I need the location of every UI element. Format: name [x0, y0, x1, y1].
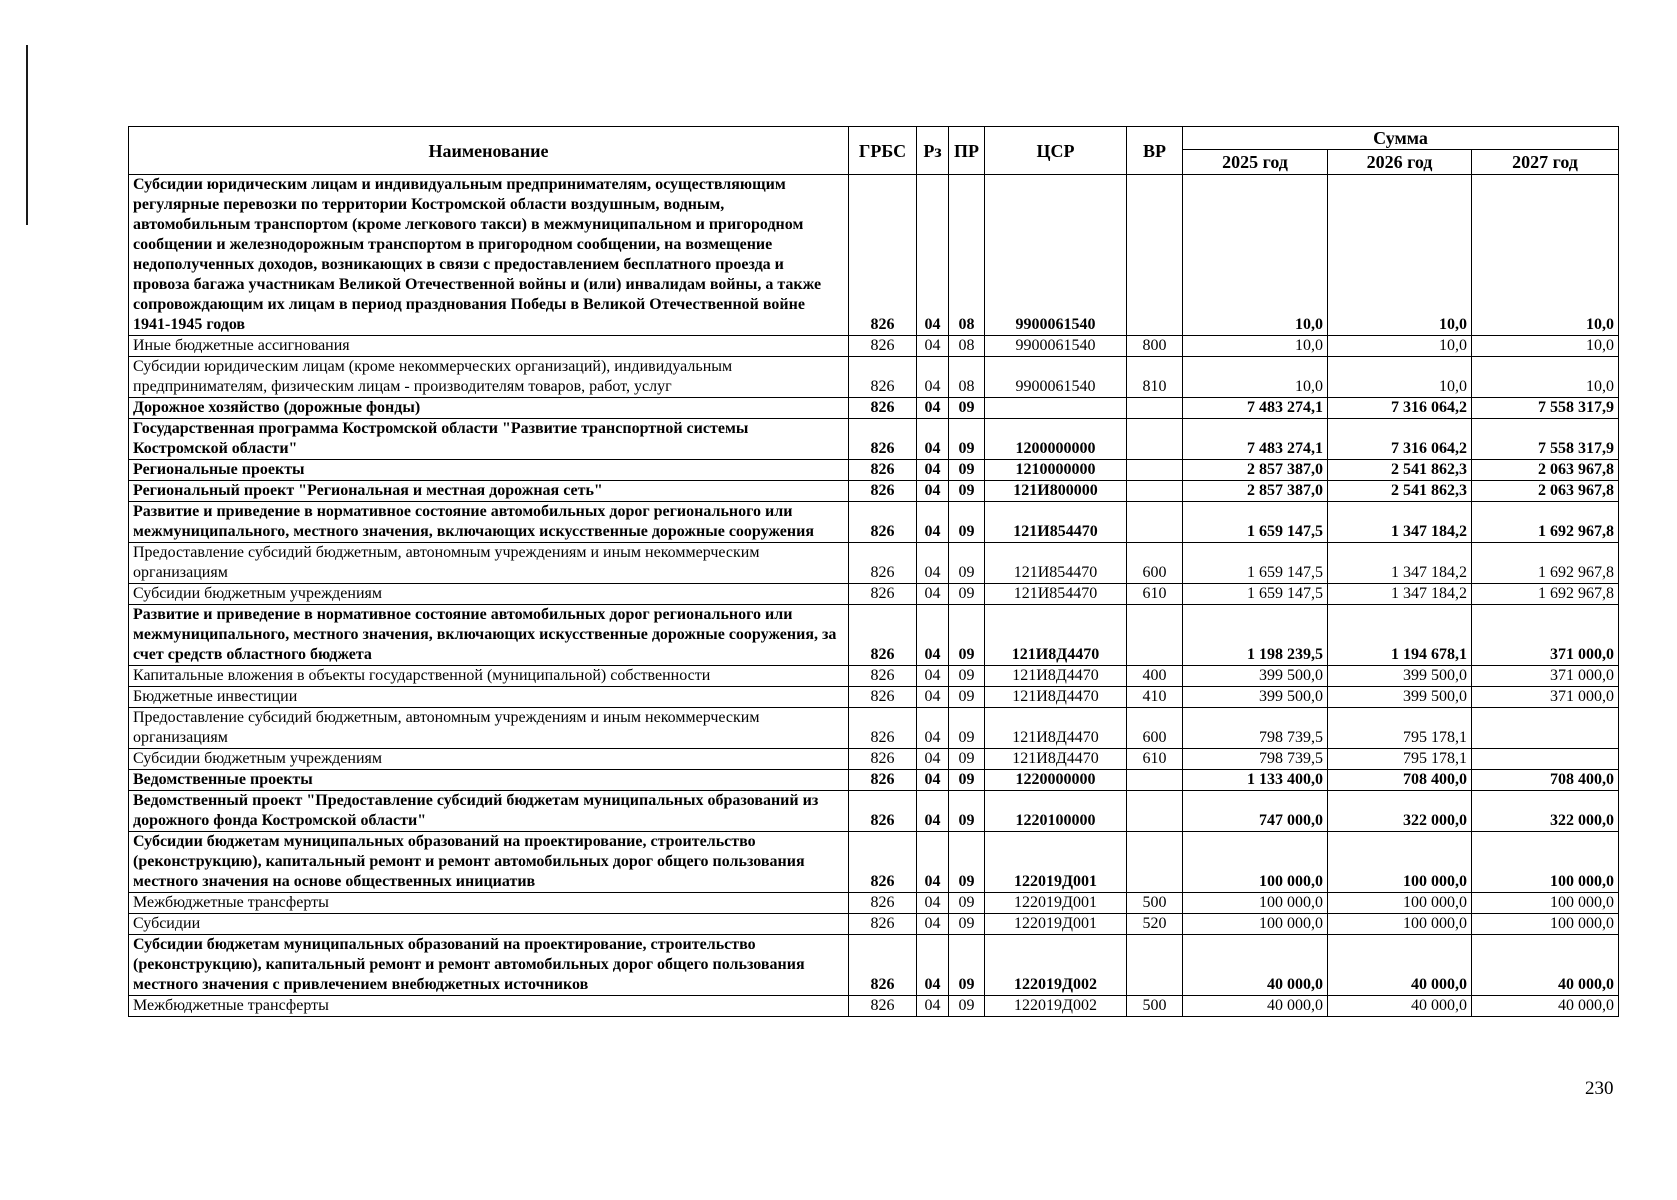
cell-rz: 04: [917, 832, 949, 893]
cell-2025: 798 739,5: [1183, 708, 1328, 749]
table-row: [129, 893, 1619, 914]
cell-pr: 09: [949, 770, 985, 791]
cell-name: Субсидии: [129, 914, 849, 935]
cell-rz: 04: [917, 770, 949, 791]
cell-name: Капитальные вложения в объекты государственной (муниципальной) собственности: [129, 666, 849, 687]
cell-2026: 322 000,0: [1328, 791, 1472, 832]
table-row: [129, 935, 1619, 996]
table-row: [129, 687, 1619, 708]
cell-pr: 09: [949, 666, 985, 687]
cell-name: Субсидии бюджетным учреждениям: [129, 749, 849, 770]
cell-vr: 500: [1127, 996, 1183, 1017]
cell-csr: 121И854470: [985, 543, 1127, 584]
cell-grbs: 826: [849, 791, 917, 832]
cell-2025: 7 483 274,1: [1183, 398, 1328, 419]
cell-2026: 1 347 184,2: [1328, 543, 1472, 584]
cell-rz: 04: [917, 543, 949, 584]
header-2027: 2027 год: [1472, 150, 1619, 175]
cell-2026: 399 500,0: [1328, 666, 1472, 687]
cell-pr: 08: [949, 336, 985, 357]
cell-grbs: 826: [849, 935, 917, 996]
cell-name: Ведомственные проекты: [129, 770, 849, 791]
cell-2026: 100 000,0: [1328, 893, 1472, 914]
cell-csr: 121И800000: [985, 481, 1127, 502]
cell-name: Предоставление субсидий бюджетным, автономным учреждениям и иным некоммерческим организациям: [129, 708, 849, 749]
header-2026: 2026 год: [1328, 150, 1472, 175]
cell-grbs: 826: [849, 584, 917, 605]
cell-vr: [1127, 832, 1183, 893]
table-row: [129, 543, 1619, 584]
cell-rz: 04: [917, 893, 949, 914]
cell-vr: 400: [1127, 666, 1183, 687]
cell-csr: 122019Д002: [985, 996, 1127, 1017]
cell-grbs: 826: [849, 175, 917, 336]
cell-2026: 795 178,1: [1328, 708, 1472, 749]
cell-vr: [1127, 791, 1183, 832]
cell-rz: 04: [917, 502, 949, 543]
header-vr: ВР: [1127, 127, 1183, 175]
table-row: [129, 791, 1619, 832]
table-row: [129, 605, 1619, 666]
cell-rz: 04: [917, 666, 949, 687]
cell-pr: 09: [949, 460, 985, 481]
cell-pr: 09: [949, 708, 985, 749]
cell-vr: 810: [1127, 357, 1183, 398]
cell-vr: 500: [1127, 893, 1183, 914]
table-row: [129, 749, 1619, 770]
cell-2027: 1 692 967,8: [1472, 584, 1619, 605]
cell-pr: 09: [949, 893, 985, 914]
cell-2025: 2 857 387,0: [1183, 460, 1328, 481]
cell-name: Субсидии юридическим лицам (кроме некоммерческих организаций), индивидуальным предпринимателям, физическим лицам - производителям товаров, работ, услуг: [129, 357, 849, 398]
cell-grbs: 826: [849, 708, 917, 749]
cell-vr: 610: [1127, 584, 1183, 605]
cell-csr: 1220100000: [985, 791, 1127, 832]
cell-csr: 121И8Д4470: [985, 687, 1127, 708]
cell-pr: 09: [949, 398, 985, 419]
cell-vr: 520: [1127, 914, 1183, 935]
cell-vr: [1127, 502, 1183, 543]
header-rz: Рз: [917, 127, 949, 175]
cell-grbs: 826: [849, 543, 917, 584]
cell-2025: 798 739,5: [1183, 749, 1328, 770]
cell-rz: 04: [917, 708, 949, 749]
cell-csr: 122019Д001: [985, 832, 1127, 893]
cell-2025: 100 000,0: [1183, 914, 1328, 935]
cell-2026: 1 194 678,1: [1328, 605, 1472, 666]
header-csr: ЦСР: [985, 127, 1127, 175]
cell-2027: 40 000,0: [1472, 935, 1619, 996]
table-row: [129, 996, 1619, 1017]
table-row: [129, 584, 1619, 605]
cell-vr: 610: [1127, 749, 1183, 770]
cell-2025: 1 659 147,5: [1183, 543, 1328, 584]
cell-name: Субсидии бюджетам муниципальных образований на проектирование, строительство (реконструкцию), капитальный ремонт и ремонт автомобильных дорог общего пользования местного значения на основе общественных инициатив: [129, 832, 849, 893]
cell-grbs: 826: [849, 398, 917, 419]
cell-vr: [1127, 605, 1183, 666]
cell-name: Ведомственный проект "Предоставление субсидий бюджетам муниципальных образований из дорожного фонда Костромской области": [129, 791, 849, 832]
cell-rz: 04: [917, 996, 949, 1017]
cell-rz: 04: [917, 935, 949, 996]
cell-rz: 04: [917, 481, 949, 502]
cell-pr: 09: [949, 935, 985, 996]
cell-pr: 09: [949, 584, 985, 605]
cell-2026: 10,0: [1328, 175, 1472, 336]
cell-vr: 600: [1127, 543, 1183, 584]
cell-csr: 122019Д001: [985, 893, 1127, 914]
cell-2026: 2 541 862,3: [1328, 481, 1472, 502]
cell-2025: 1 659 147,5: [1183, 502, 1328, 543]
header-grbs: ГРБС: [849, 127, 917, 175]
table-row: [129, 914, 1619, 935]
cell-2026: 7 316 064,2: [1328, 419, 1472, 460]
cell-grbs: 826: [849, 996, 917, 1017]
cell-2025: 10,0: [1183, 336, 1328, 357]
cell-2027: 100 000,0: [1472, 893, 1619, 914]
cell-grbs: 826: [849, 770, 917, 791]
cell-2027: 371 000,0: [1472, 687, 1619, 708]
cell-pr: 09: [949, 832, 985, 893]
cell-grbs: 826: [849, 460, 917, 481]
cell-csr: [985, 398, 1127, 419]
cell-2027: 7 558 317,9: [1472, 398, 1619, 419]
cell-2025: 10,0: [1183, 175, 1328, 336]
cell-2025: 100 000,0: [1183, 832, 1328, 893]
cell-2026: 2 541 862,3: [1328, 460, 1472, 481]
cell-name: Иные бюджетные ассигнования: [129, 336, 849, 357]
cell-pr: 09: [949, 791, 985, 832]
cell-pr: 08: [949, 357, 985, 398]
cell-2026: 1 347 184,2: [1328, 584, 1472, 605]
cell-2025: 747 000,0: [1183, 791, 1328, 832]
cell-vr: 410: [1127, 687, 1183, 708]
cell-2027: 40 000,0: [1472, 996, 1619, 1017]
cell-2025: 40 000,0: [1183, 935, 1328, 996]
cell-csr: 1220000000: [985, 770, 1127, 791]
header-2025: 2025 год: [1183, 150, 1328, 175]
cell-2025: 1 133 400,0: [1183, 770, 1328, 791]
cell-rz: 04: [917, 605, 949, 666]
cell-rz: 04: [917, 398, 949, 419]
cell-name: Развитие и приведение в нормативное состояние автомобильных дорог регионального или межмуниципального, местного значения, включающих искусственные дорожные сооружения, за счет средств областного бюджета: [129, 605, 849, 666]
cell-2027: 1 692 967,8: [1472, 502, 1619, 543]
header-name: Наименование: [129, 127, 849, 175]
cell-2026: 40 000,0: [1328, 935, 1472, 996]
cell-grbs: 826: [849, 914, 917, 935]
table-row: [129, 481, 1619, 502]
table-header: [129, 127, 1619, 175]
cell-name: Межбюджетные трансферты: [129, 996, 849, 1017]
cell-grbs: 826: [849, 336, 917, 357]
cell-vr: 600: [1127, 708, 1183, 749]
cell-vr: [1127, 419, 1183, 460]
margin-line: [26, 45, 28, 225]
cell-name: Бюджетные инвестиции: [129, 687, 849, 708]
cell-vr: [1127, 175, 1183, 336]
cell-pr: 09: [949, 543, 985, 584]
cell-rz: 04: [917, 914, 949, 935]
cell-2025: 7 483 274,1: [1183, 419, 1328, 460]
cell-pr: 09: [949, 749, 985, 770]
cell-csr: 122019Д001: [985, 914, 1127, 935]
cell-2026: 1 347 184,2: [1328, 502, 1472, 543]
cell-2025: 40 000,0: [1183, 996, 1328, 1017]
cell-grbs: 826: [849, 893, 917, 914]
cell-csr: 9900061540: [985, 175, 1127, 336]
cell-rz: 04: [917, 357, 949, 398]
cell-2026: 708 400,0: [1328, 770, 1472, 791]
cell-2025: 1 198 239,5: [1183, 605, 1328, 666]
cell-rz: 04: [917, 687, 949, 708]
cell-csr: 121И854470: [985, 584, 1127, 605]
cell-2027: 708 400,0: [1472, 770, 1619, 791]
cell-2027: [1472, 708, 1619, 749]
cell-2026: 795 178,1: [1328, 749, 1472, 770]
cell-grbs: 826: [849, 502, 917, 543]
cell-pr: 09: [949, 996, 985, 1017]
cell-vr: [1127, 398, 1183, 419]
cell-pr: 09: [949, 481, 985, 502]
cell-grbs: 826: [849, 832, 917, 893]
cell-name: Развитие и приведение в нормативное состояние автомобильных дорог регионального или межмуниципального, местного значения, включающих искусственные дорожные сооружения: [129, 502, 849, 543]
cell-name: Региональный проект "Региональная и местная дорожная сеть": [129, 481, 849, 502]
cell-csr: 121И8Д4470: [985, 708, 1127, 749]
cell-2027: 100 000,0: [1472, 832, 1619, 893]
table-row: [129, 832, 1619, 893]
cell-rz: 04: [917, 419, 949, 460]
cell-2026: 7 316 064,2: [1328, 398, 1472, 419]
cell-csr: 121И8Д4470: [985, 666, 1127, 687]
cell-pr: 09: [949, 914, 985, 935]
cell-csr: 121И8Д4470: [985, 605, 1127, 666]
cell-2025: 1 659 147,5: [1183, 584, 1328, 605]
cell-2026: 100 000,0: [1328, 914, 1472, 935]
cell-2026: 40 000,0: [1328, 996, 1472, 1017]
cell-2026: 100 000,0: [1328, 832, 1472, 893]
cell-grbs: 826: [849, 666, 917, 687]
cell-vr: 800: [1127, 336, 1183, 357]
cell-2027: 10,0: [1472, 175, 1619, 336]
table-row: [129, 460, 1619, 481]
cell-2025: 399 500,0: [1183, 666, 1328, 687]
cell-pr: 09: [949, 687, 985, 708]
cell-2027: 2 063 967,8: [1472, 481, 1619, 502]
cell-grbs: 826: [849, 687, 917, 708]
cell-grbs: 826: [849, 419, 917, 460]
page-number: 230: [1585, 1078, 1614, 1099]
cell-rz: 04: [917, 791, 949, 832]
table-row: [129, 336, 1619, 357]
cell-csr: 121И854470: [985, 502, 1127, 543]
cell-2025: 2 857 387,0: [1183, 481, 1328, 502]
cell-vr: [1127, 481, 1183, 502]
header-sum: Сумма: [1183, 127, 1619, 150]
cell-name: Субсидии бюджетам муниципальных образований на проектирование, строительство (реконструкцию), капитальный ремонт и ремонт автомобильных дорог общего пользования местного значения с привлечением внебюджетных источников: [129, 935, 849, 996]
cell-2027: 2 063 967,8: [1472, 460, 1619, 481]
table-row: [129, 398, 1619, 419]
table-row: [129, 419, 1619, 460]
table-row: [129, 770, 1619, 791]
cell-csr: 9900061540: [985, 336, 1127, 357]
table-row: [129, 708, 1619, 749]
cell-2027: 322 000,0: [1472, 791, 1619, 832]
cell-2027: 1 692 967,8: [1472, 543, 1619, 584]
cell-name: Государственная программа Костромской области "Развитие транспортной системы Костромской области": [129, 419, 849, 460]
cell-2025: 10,0: [1183, 357, 1328, 398]
cell-name: Предоставление субсидий бюджетным, автономным учреждениям и иным некоммерческим организациям: [129, 543, 849, 584]
cell-rz: 04: [917, 584, 949, 605]
cell-2026: 399 500,0: [1328, 687, 1472, 708]
cell-rz: 04: [917, 175, 949, 336]
cell-2027: 371 000,0: [1472, 605, 1619, 666]
cell-2027: [1472, 749, 1619, 770]
cell-2027: 7 558 317,9: [1472, 419, 1619, 460]
table-row: [129, 666, 1619, 687]
cell-name: Региональные проекты: [129, 460, 849, 481]
cell-grbs: 826: [849, 749, 917, 770]
table-row: [129, 357, 1619, 398]
cell-csr: 1200000000: [985, 419, 1127, 460]
cell-2027: 10,0: [1472, 336, 1619, 357]
cell-rz: 04: [917, 749, 949, 770]
cell-csr: 122019Д002: [985, 935, 1127, 996]
cell-vr: [1127, 935, 1183, 996]
table-row: [129, 502, 1619, 543]
cell-rz: 04: [917, 336, 949, 357]
cell-pr: 08: [949, 175, 985, 336]
table-row: [129, 175, 1619, 336]
cell-grbs: 826: [849, 605, 917, 666]
cell-name: Субсидии юридическим лицам и индивидуальным предпринимателям, осуществляющим регулярные перевозки по территории Костромской области воздушным, водным, автомобильным транспортом (кроме легкового такси) в межмуниципальном и пригородном сообщении и железнодорожным транспортом в пригородном сообщении, на возмещение недополученных доходов, возникающих в связи с предоставлением бесплатного проезда и провоза багажа участникам Великой Отечественной войны и (или) инвалидам войны, а также сопровождающим их лицам в период празднования Победы в Великой Отечественной войне 1941-1945 годов: [129, 175, 849, 336]
cell-grbs: 826: [849, 357, 917, 398]
cell-pr: 09: [949, 419, 985, 460]
cell-vr: [1127, 460, 1183, 481]
cell-rz: 04: [917, 460, 949, 481]
cell-2025: 100 000,0: [1183, 893, 1328, 914]
cell-csr: 9900061540: [985, 357, 1127, 398]
table-body: [129, 175, 1619, 1017]
cell-pr: 09: [949, 605, 985, 666]
cell-name: Субсидии бюджетным учреждениям: [129, 584, 849, 605]
budget-table: [128, 126, 1619, 1017]
cell-2027: 371 000,0: [1472, 666, 1619, 687]
cell-pr: 09: [949, 502, 985, 543]
header-pr: ПР: [949, 127, 985, 175]
cell-grbs: 826: [849, 481, 917, 502]
cell-2027: 10,0: [1472, 357, 1619, 398]
cell-2025: 399 500,0: [1183, 687, 1328, 708]
cell-2026: 10,0: [1328, 357, 1472, 398]
cell-csr: 121И8Д4470: [985, 749, 1127, 770]
cell-2026: 10,0: [1328, 336, 1472, 357]
cell-csr: 1210000000: [985, 460, 1127, 481]
cell-2027: 100 000,0: [1472, 914, 1619, 935]
cell-vr: [1127, 770, 1183, 791]
cell-name: Дорожное хозяйство (дорожные фонды): [129, 398, 849, 419]
cell-name: Межбюджетные трансферты: [129, 893, 849, 914]
